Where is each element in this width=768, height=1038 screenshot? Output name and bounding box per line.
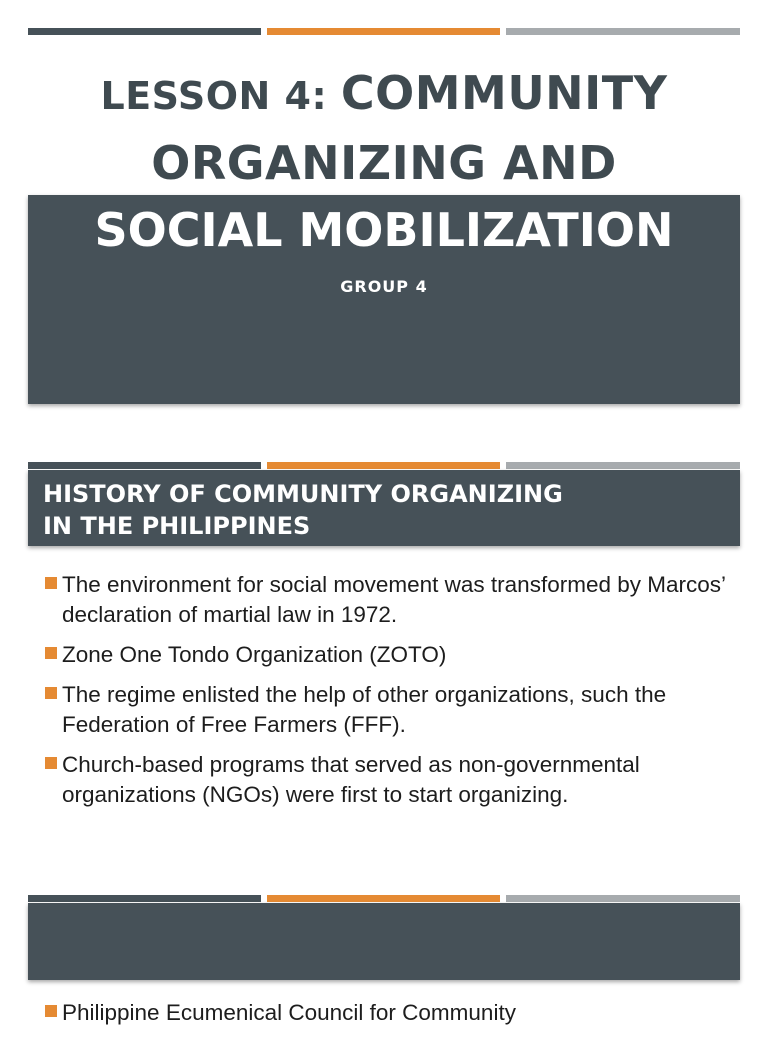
accent-stripe-orange: [267, 28, 500, 35]
accent-stripe-orange: [267, 462, 500, 469]
square-bullet-icon: [45, 577, 57, 589]
accent-stripe-orange: [267, 895, 500, 902]
square-bullet-icon: [45, 1005, 57, 1017]
bullet-list: [44, 570, 734, 820]
slide-subtitle: GROUP 4: [340, 277, 428, 296]
square-bullet-icon: [45, 647, 57, 659]
title-main: COMMUNITY: [340, 66, 668, 120]
accent-stripe-gray: [506, 462, 740, 469]
slide2-accent-stripes: [28, 462, 740, 469]
bullet-text: The environment for social movement was transformed by Marcos’ declaration of martial law in 1972.: [62, 572, 726, 627]
section-header-line1: HISTORY OF COMMUNITY ORGANIZING: [43, 480, 563, 508]
bullet-item: [44, 570, 734, 630]
section-header-box: [28, 903, 740, 980]
bullet-item: [44, 640, 734, 670]
bullet-list: [44, 998, 734, 1038]
title-prefix: LESSON 4:: [100, 74, 341, 118]
slide-title-line1: [0, 66, 768, 120]
bullet-text: The regime enlisted the help of other organizations, such the Federation of Free Farmers (FFF).: [62, 682, 667, 737]
accent-stripe-dark: [28, 462, 261, 469]
accent-stripe-dark: [28, 28, 261, 35]
slide3-accent-stripes: [28, 895, 740, 902]
slide-title-line3: SOCIAL MOBILIZATION: [94, 203, 674, 257]
accent-stripe-gray: [506, 895, 740, 902]
section-header: [43, 478, 723, 542]
accent-stripe-gray: [506, 28, 740, 35]
square-bullet-icon: [45, 687, 57, 699]
bullet-text: Philippine Ecumenical Council for Community: [62, 1000, 516, 1025]
bullet-item: [44, 750, 734, 810]
slide1-accent-stripes: [28, 28, 740, 35]
accent-stripe-dark: [28, 895, 261, 902]
bullet-text: Church-based programs that served as non-governmental organizations (NGOs) were first to start organizing.: [62, 752, 640, 807]
square-bullet-icon: [45, 757, 57, 769]
bullet-item: [44, 680, 734, 740]
title-box: [28, 195, 740, 404]
bullet-text: Zone One Tondo Organization (ZOTO): [62, 642, 447, 667]
slide-title-line2: ORGANIZING AND: [151, 136, 617, 190]
section-header-box: [28, 470, 740, 546]
section-header-line2: IN THE PHILIPPINES: [43, 512, 311, 540]
